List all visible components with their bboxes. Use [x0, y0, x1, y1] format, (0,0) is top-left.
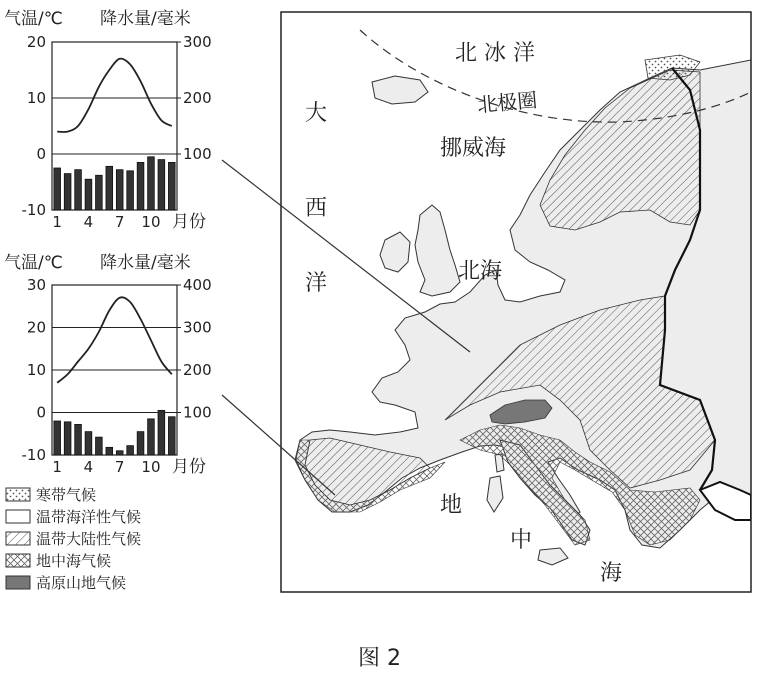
precip-bar	[168, 417, 175, 455]
precip-bar	[85, 179, 92, 210]
month-tick-label: 10	[141, 458, 161, 476]
legend-label-oceanic: 温带海洋性气候	[36, 508, 142, 526]
month-tick-label: 4	[83, 458, 94, 476]
legend-item-oceanic	[6, 508, 141, 526]
precip-tick-label: 100	[183, 403, 212, 422]
precip-bar	[96, 437, 103, 455]
temp-tick-label: 10	[26, 89, 46, 107]
precip-tick-label: 300	[183, 33, 212, 51]
month-tick-label: 10	[141, 213, 161, 231]
temp-tick-label: 0	[36, 403, 46, 422]
legend-label-highland: 高原山地气候	[36, 574, 127, 592]
month-tick-label: 7	[114, 213, 125, 231]
month-tick-label: 1	[52, 458, 62, 476]
temp-tick-label: 10	[26, 361, 46, 379]
precip-bar	[148, 419, 155, 455]
precip-bar	[127, 446, 134, 455]
temp-axis-title: 气温/℃	[4, 253, 63, 273]
legend-swatch-oceanic	[6, 510, 30, 523]
temp-tick-label: -10	[21, 446, 46, 464]
month-tick-label: 4	[83, 213, 94, 231]
month-axis-title: 月份	[172, 457, 206, 477]
figure-caption: 图 2	[358, 646, 401, 671]
label-north-sea: 北海	[458, 259, 503, 284]
temp-tick-label: 0	[36, 145, 46, 163]
precip-tick-label: 200	[183, 89, 212, 107]
legend-label-mediterranean: 地中海气候	[36, 552, 112, 570]
label-arctic-ocean: 北 冰 洋	[455, 41, 535, 66]
precip-bar	[116, 170, 123, 210]
precip-bar	[137, 162, 144, 210]
label-atlantic-1: 大	[305, 101, 328, 126]
precip-bar	[96, 175, 103, 210]
temp-tick-label: 20	[26, 318, 46, 337]
temp-tick-label: 30	[26, 276, 46, 294]
month-tick-label: 7	[114, 458, 125, 476]
legend-item-mediterranean	[6, 552, 111, 570]
temp-tick-label: -10	[21, 201, 46, 219]
precip-bar	[106, 166, 113, 210]
climate-chart-2	[4, 253, 212, 477]
precip-bar	[168, 162, 175, 210]
precip-bar	[116, 451, 123, 455]
precip-axis-title: 降水量/毫米	[100, 253, 191, 273]
label-atlantic-3: 洋	[305, 271, 328, 296]
temperature-line	[57, 59, 172, 132]
label-med-2: 中	[510, 528, 533, 553]
precip-bar	[127, 171, 134, 210]
precip-tick-label: 200	[183, 361, 212, 379]
precip-bar	[75, 424, 82, 455]
temp-axis-title: 气温/℃	[4, 9, 63, 29]
legend-swatch-polar	[6, 488, 30, 501]
legend-swatch-mediterranean	[6, 554, 30, 567]
month-tick-label: 1	[52, 213, 62, 231]
legend-label-polar: 寒带气候	[36, 486, 97, 504]
legend	[6, 486, 141, 592]
precip-tick-label: 400	[183, 276, 212, 294]
legend-swatch-highland	[6, 576, 30, 589]
temp-tick-label: 20	[26, 33, 46, 51]
precip-tick-label: 300	[183, 318, 212, 337]
legend-item-polar	[6, 486, 96, 504]
legend-item-continental	[6, 530, 141, 548]
precip-bar	[106, 447, 113, 455]
label-med-3: 海	[600, 561, 623, 586]
month-axis-title: 月份	[172, 212, 206, 232]
precip-bar	[54, 168, 61, 210]
climate-chart-1	[4, 9, 212, 232]
precip-bar	[158, 410, 165, 455]
precip-bar	[137, 432, 144, 455]
label-arctic-circle: 北极圈	[476, 87, 539, 117]
precip-bar	[64, 422, 71, 455]
legend-label-continental: 温带大陆性气候	[36, 530, 142, 548]
legend-item-highland	[6, 574, 126, 592]
precip-axis-title: 降水量/毫米	[100, 9, 191, 29]
precip-bar	[75, 170, 82, 210]
precip-bar	[85, 432, 92, 455]
precip-bar	[54, 421, 61, 455]
precip-tick-label: 100	[183, 145, 212, 163]
label-med-1: 地	[440, 493, 463, 518]
legend-swatch-continental	[6, 532, 30, 545]
precip-bar	[158, 160, 165, 210]
precip-bar	[148, 157, 155, 210]
label-norwegian-sea: 挪威海	[440, 136, 507, 161]
precip-bar	[64, 174, 71, 210]
label-atlantic-2: 西	[305, 196, 328, 221]
